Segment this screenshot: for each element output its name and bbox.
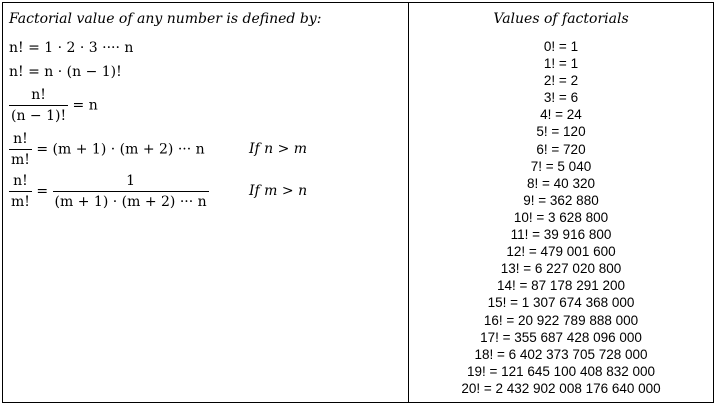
fraction-numerator: n! [9, 173, 32, 192]
fraction-right [53, 173, 209, 210]
condition-n-gt-m: If n > m [249, 141, 308, 157]
factorial-value: 16! = 20 922 789 888 000 [483, 312, 639, 328]
fraction-denominator: m! [11, 152, 30, 168]
fraction [9, 131, 32, 168]
factorial-value: 14! = 87 178 291 200 [497, 278, 625, 294]
factorial-value: 4! = 24 [540, 107, 582, 123]
equation-ratio [9, 87, 98, 124]
factorial-value: 11! = 39 916 800 [510, 227, 612, 243]
fraction-denominator: (n − 1)! [11, 108, 67, 124]
fraction [9, 87, 68, 124]
values-heading: Values of factorials [493, 11, 629, 27]
equals-sign: = [31, 183, 53, 200]
fraction-denominator: (m + 1) · (m + 2) ··· n [54, 194, 207, 210]
equation-rhs: = n [68, 97, 98, 114]
factorial-value: 6! = 720 [536, 141, 586, 157]
factorial-value: 17! = 355 687 428 096 000 [480, 329, 642, 345]
condition-m-gt-n: If m > n [249, 183, 308, 199]
factorial-value: 5! = 120 [536, 124, 586, 140]
fraction-numerator: n! [9, 131, 32, 150]
definitions-heading: Factorial value of any number is defined by: [9, 11, 322, 27]
factorial-value: 7! = 5 040 [530, 158, 592, 174]
equation-product: n! = 1 · 2 · 3 ···· n [9, 40, 134, 56]
factorial-value: 2! = 2 [543, 73, 579, 89]
factorial-value: 9! = 362 880 [523, 192, 599, 208]
fraction-denominator: m! [11, 194, 30, 210]
equation-quotient-n-gt-m [9, 131, 205, 168]
fraction-numerator: n! [9, 87, 68, 106]
factorial-value: 19! = 121 645 100 408 832 000 [466, 363, 656, 379]
factorial-value: 18! = 6 402 373 705 728 000 [474, 346, 648, 362]
equation-quotient-m-gt-n [9, 173, 209, 210]
factorial-value: 10! = 3 628 800 [513, 209, 609, 225]
fraction [9, 173, 32, 210]
values-column [409, 3, 713, 402]
equation-recursive: n! = n · (n − 1)! [9, 64, 122, 80]
fraction-numerator: 1 [53, 173, 209, 192]
factorial-value: 8! = 40 320 [527, 175, 595, 191]
factorial-value: 15! = 1 307 674 368 000 [487, 295, 635, 311]
factorial-value: 12! = 479 001 600 [506, 244, 616, 260]
definitions-column [3, 3, 408, 402]
factorial-values-list [409, 38, 713, 397]
factorial-value: 20! = 2 432 902 008 176 640 000 [461, 380, 661, 396]
factorial-value: 1! = 1 [543, 56, 579, 72]
factorial-value: 0! = 1 [543, 39, 579, 54]
factorial-value: 3! = 6 [543, 90, 579, 106]
factorial-value: 13! = 6 227 020 800 [500, 261, 622, 277]
factorial-table [2, 2, 714, 403]
equation-rhs: = (m + 1) · (m + 2) ··· n [31, 141, 205, 158]
